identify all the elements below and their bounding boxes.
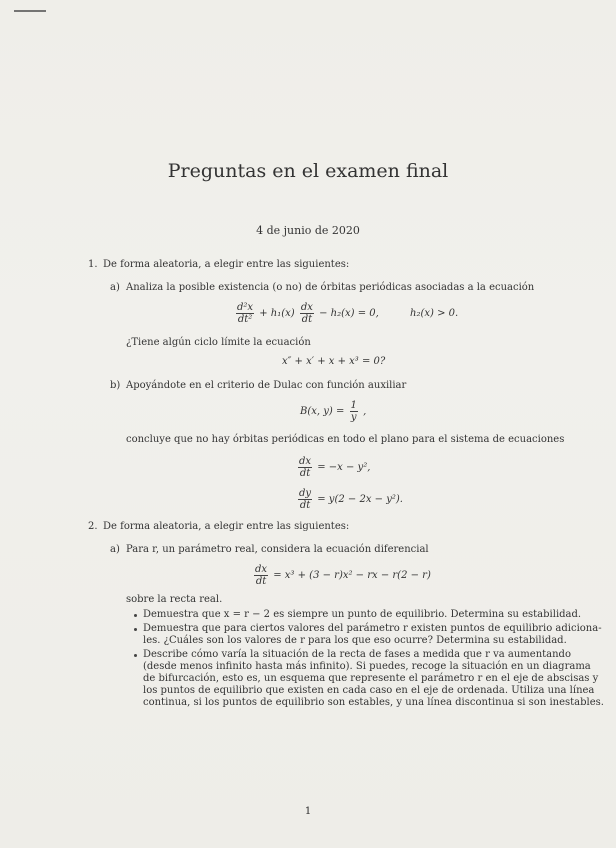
page-number: 1	[304, 806, 312, 817]
q2a-num: dx	[255, 564, 268, 575]
q1b-sys1-num: dx	[299, 456, 312, 467]
q1b-system-eq2	[296, 488, 403, 511]
q1a-first-derivative	[300, 302, 314, 325]
q2a-den: dt	[255, 576, 267, 587]
q1a-equation-2: x″ + x′ + x + x³ = 0?	[282, 356, 386, 367]
q2-intro: De forma aleatoria, a elegir entre las siguientes:	[103, 521, 350, 532]
page-title: Preguntas en el examen final	[167, 160, 449, 182]
q1b-sys2-den: dt	[299, 500, 311, 511]
q1b-label: b)	[110, 380, 121, 391]
q1b-den: y	[350, 412, 357, 423]
q2a-bullet-1: Demuestra que x = r − 2 es siempre un punto de equilibrio. Determina su estabilidad.	[143, 609, 582, 620]
q1-number: 1.	[88, 259, 98, 270]
q2a-text: Para r, un parámetro real, considera la ecuación diferencial	[126, 544, 429, 555]
q1a-second-derivative	[236, 302, 254, 325]
q1a-dt: dt	[301, 314, 313, 325]
q2a-on-line: sobre la recta real.	[126, 594, 223, 605]
q2a-bullet-2-line2: les. ¿Cuáles son los valores de r para los que eso ocurre? Determina su estabilidad.	[143, 635, 567, 646]
q1a-question: ¿Tiene algún ciclo límite la ecuación	[126, 337, 311, 348]
q1a-dx: dx	[300, 302, 313, 313]
q1-intro: De forma aleatoria, a elegir entre las siguientes:	[103, 259, 350, 270]
q2a-bullet-3-line2: (desde menos infinito hasta más infinito). Si puedes, recoge la situación en un diagrama	[143, 661, 591, 672]
q1b-sys1-den: dt	[299, 468, 311, 479]
q2a-bullet-3-line5: continua, si los puntos de equilibrio son estables, y una línea discontinua si son inestables.	[143, 697, 604, 708]
q1b-sys2-rhs: = y(2 − 2x − y²).	[317, 494, 403, 505]
q1b-B: B(x, y) =	[300, 406, 345, 417]
q1a-condition: h₂(x) > 0.	[410, 308, 459, 319]
q1a-h1-term: + h₁(x)	[259, 308, 295, 319]
scan-mark	[14, 10, 46, 12]
q1a-d2x: d²x	[237, 302, 254, 313]
q2a-bullet-2-line1: Demuestra que para ciertos valores del parámetro r existen puntos de equilibrio adiciona-	[143, 623, 602, 634]
q1b-text: Apoyándote en el criterio de Dulac con función auxiliar	[126, 380, 407, 391]
q2a-bullet-3-line1: Describe cómo varía la situación de la recta de fases a medida que r va aumentando	[143, 649, 571, 660]
bullet-dot-1	[134, 614, 137, 617]
q1b-comma: ,	[363, 406, 367, 417]
q1a-label: a)	[110, 282, 120, 293]
q1b-num: 1	[350, 400, 357, 411]
q2a-bullet-3-line4: los puntos de equilibrio que existen en cada caso en el eje de ordenada. Utiliza una línea	[143, 685, 595, 696]
q1b-sys1-rhs: = −x − y²,	[317, 462, 371, 473]
q2a-label: a)	[110, 544, 120, 555]
bullet-dot-3	[134, 654, 137, 657]
q1b-conclusion: concluye que no hay órbitas periódicas en todo el plano para el sistema de ecuaciones	[126, 434, 565, 445]
q1b-dydt	[298, 488, 312, 511]
q1a-equation	[234, 302, 458, 325]
bullet-dot-2	[134, 628, 137, 631]
q2a-rhs: = x³ + (3 − r)x² − rx − r(2 − r)	[273, 570, 431, 581]
q2a-equation	[252, 564, 431, 587]
exam-date: 4 de junio de 2020	[256, 224, 360, 237]
q2a-dxdt	[254, 564, 268, 587]
q1b-dxdt	[298, 456, 312, 479]
q1b-sys2-num: dy	[299, 488, 312, 499]
q1a-dt2: dt²	[237, 314, 253, 325]
q2-number: 2.	[88, 521, 98, 532]
q1a-text: Analiza la posible existencia (o no) de órbitas periódicas asociadas a la ecuación	[126, 282, 535, 293]
q2a-bullet-3-line3: de bifurcación, esto es, un esquema que represente el parámetro r en el eje de abscisas y	[143, 673, 599, 684]
q1b-dulac-function	[300, 400, 366, 423]
q1b-system-eq1	[296, 456, 370, 479]
q1a-h2-term: − h₂(x) = 0,	[319, 308, 379, 319]
q1b-fraction	[350, 400, 358, 423]
